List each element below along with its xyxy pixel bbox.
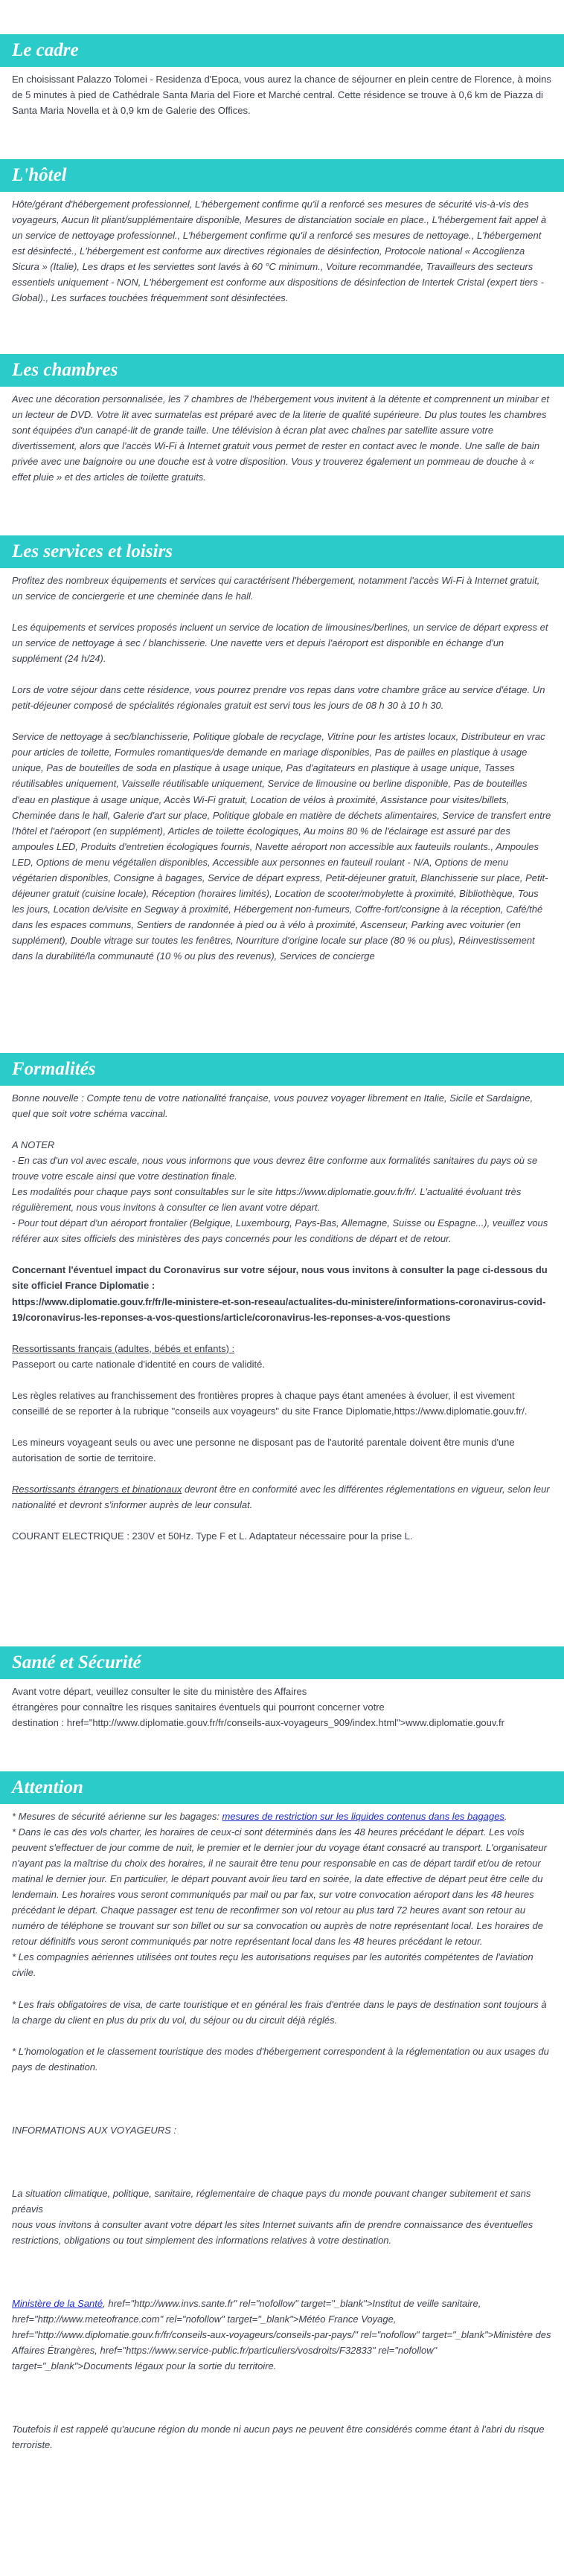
- coronavirus-url: https://www.diplomatie.gouv.fr/fr/le-ministere-et-son-reseau/actualites-du-ministere/informations-coronavirus-covid-19/coronavirus-les-reponses-a-vos-questions/article/coronavirus-les-reponses-a-vos-questions: [12, 1295, 546, 1323]
- formalites-ressortissants-fr: [12, 1341, 552, 1372]
- ressortissants-fr-heading: Ressortissants français (adultes, bébés et enfants) :: [12, 1342, 235, 1354]
- section-body-cadre: [0, 67, 564, 118]
- formalites-mineurs: Les mineurs voyageant seuls ou avec une personne ne disposant pas de l'autorité parentale doivent être munis d'une autorisation de sortie de territoire.: [12, 1436, 515, 1464]
- chambres-text: Avec une décoration personnalisée, les 7 chambres de l'hébergement vous invitent à la détente et comprennent un minibar et un lecteur de DVD. Votre lit avec surmatelas est préparé avec de la literie de qualité supérieure. Du plus toutes les chambres sont équipées d'un canapé-lit de grande taille. Une télévision à écran plat avec chaînes par satellite assure votre divertissement, alors que l'accès Wi-Fi à Internet gratuit vous permet de rester en contact avec le monde. Une salle de bain privée avec une baignoire ou une douche est à votre disposition. Vous y trouverez également un pommeau de douche à « effet pluie » et des articles de toilette gratuits.: [12, 393, 550, 483]
- section-chambres: [0, 354, 564, 500]
- section-body-chambres: [0, 387, 564, 485]
- section-cadre: [0, 34, 564, 134]
- etrangers-heading: Ressortissants étrangers et binationaux: [12, 1483, 182, 1495]
- section-title-hotel: L'hôtel: [0, 159, 564, 192]
- attention-bagages: [12, 1809, 552, 1824]
- section-title-formalites: Formalités: [0, 1053, 564, 1086]
- formalites-intro: Bonne nouvelle : Compte tenu de votre nationalité française, vous pouvez voyager librement en Italie, Sicile et Sardaigne, quel que soit votre schéma vaccinal.: [12, 1092, 533, 1120]
- attention-terrorisme: Toutefois il est rappelé qu'aucune région du monde ni aucun pays ne peuvent être considérés comme étant à l'abri du risque terroriste.: [12, 2424, 545, 2451]
- attention-compagnies: * Les compagnies aériennes utilisées ont toutes reçu les autorisations requises par les autorités compétentes de l'aviation civile.: [12, 1951, 533, 1979]
- attention-vols-charter: * Dans le cas des vols charter, les horaires de ceux-ci sont déterminés dans les 48 heures précédant le départ. Les vols peuvent s'effectuer de jour comme de nuit, le premier et le dernier jour du voyage étant consacré au transport. L'organisateur n'ayant pas la maîtrise du choix des horaires, il ne saurait être tenu pour responsable en cas de départ tardif et/ou de retour matinal le dernier jour. En particulier, le départ pouvant avoir lieu tard en soirée, la date effective de départ peut être celle du lendemain. Les horaires vous seront communiqués par mail ou par fax, sur votre convocation aéroport dans les 48 heures précédant le départ. Chaque passager est tenu de reconfirmer son vol retour au plus tard 72 heures avant son retour au numéro de téléphone se trouvant sur son billet ou sur sa convocation ou auprès de notre représentant local. Les horaires de retour définitifs vous seront communiqués par notre représentant local dans les 48 heures précédant le retour.: [12, 1826, 547, 1948]
- section-formalites: [0, 1053, 564, 1559]
- section-attention: [0, 1771, 564, 2468]
- section-title-chambres: Les chambres: [0, 354, 564, 387]
- formalites-coronavirus: [12, 1262, 552, 1324]
- section-title-sante: Santé et Sécurité: [0, 1646, 564, 1679]
- a-noter-line: A NOTER: [12, 1139, 55, 1151]
- ministere-sante-link[interactable]: Ministère de la Santé: [12, 2297, 103, 2309]
- section-title-cadre: Le cadre: [0, 34, 564, 67]
- bagages-suffix: .: [504, 1811, 507, 1822]
- hotel-text: Hôte/gérant d'hébergement professionnel, L'hébergement confirme qu'il a renforcé ses mesures de sécurité vis-à-vis des voyageurs, Aucun lit pliant/supplémentaire disponible, Mesures de distanciation sociale en place., L'hébergement fait appel à un service de nettoyage professionnel., L'hébergement confirme qu'il a renforcé ses mesures de nettoyage., L'hébergement est désinfecté., L'hébergement est conforme aux directives régionales de désinfection, Protocole national « Accoglienza Sicura » (Italie), Les draps et les serviettes sont lavés à 60 °C minimum., Voiture recommandée, Travailleurs des secteurs essentiels uniquement - NON, L'hébergement est conforme aux dispositions de désinfection de Intertek Cristal (expert tiers - Global)., Les surfaces touchées fréquemment sont désinfectées.: [12, 199, 547, 304]
- services-amenities-list: Service de nettoyage à sec/blanchisserie, Politique globale de recyclage, Vitrine pour les artistes locaux, Distributeur en vrac pour articles de toilette, Formules romantiques/de demande en mariage disponibles, Pas de pailles en plastique à usage unique, Pas de bouteilles de soda en plastique à usage unique, Pas d'agitateurs en plastique à usage unique, Tasses réutilisables uniquement, Vaisselle réutilisable uniquement, Service de limousine ou berline disponible, Pas de bouteilles d'eau en plastique à usage unique, Accès Wi-Fi gratuit, Location de vélos à proximité, Assistance pour visites/billets, Cheminée dans le hall, Galerie d'art sur place, Politique globale en matière de déchets alimentaires, Service de transfert entre l'hôtel et l'aéroport (en supplément), Articles de toilette écologiques, Au moins 80 % de l'éclairage est assuré par des ampoules LED, Produits d'entretien écologiques fournis, Navette aéroport non accessible aux fauteuils roulants., Ampoules LED, Options de menu végétalien disponibles, Accessible aux personnes en fauteuil roulant - N/A, Options de menu végétarien disponibles, Consigne à bagages, Service de départ express, Petit-déjeuner gratuit, Blanchisserie sur place, Petit-déjeuner gratuit (cuisine locale), Réception (horaires limités), Location de scooter/mobylette à proximité, Bibliothèque, Tous les jours, Location de/visite en Segway à proximité, Hébergement non-fumeurs, Coffre-fort/consigne à la réception, Café/thé dans les espaces communs, Sentiers de randonnée à pied ou à vélo à proximité, Ascenseur, Parking avec voiturier (en supplément), Double vitrage sur toutes les fenêtres, Nourriture d'origine locale sur place (80 % ou plus), Réinvestissement dans la durabilité/la communauté (10 % ou plus des revenus), Services de concierge: [12, 731, 551, 962]
- sante-text: Avant votre départ, veuillez consulter le site du ministère des Affaires étrangères pour connaître les risques sanitaires éventuels qui pourront concerner votre destination : href="http://www.diplomatie.gouv.fr/fr/conseils-aux-voyageurs_909/index.html">www.diplomatie.gouv.fr: [12, 1686, 504, 1729]
- bagages-prefix: * Mesures de sécurité aérienne sur les bagages:: [12, 1811, 222, 1822]
- section-body-services: [0, 568, 564, 964]
- services-paragraph: Lors de votre séjour dans cette résidence, vous pourrez prendre vos repas dans votre chambre grâce au service d'étage. Un petit-déjeuner composé de spécialités régionales gratuit est servi tous les jours de 08 h 30 à 10 h 30.: [12, 684, 545, 712]
- attention-homologation: * L'homologation et le classement touristique des modes d'hébergement correspondent à la réglementation ou aux usages du pays de destination.: [12, 2045, 549, 2073]
- section-title-services: Les services et loisirs: [0, 535, 564, 568]
- services-paragraph: Les équipements et services proposés incluent un service de location de limousines/berlines, un service de départ express et un service de nettoyage à sec / blanchisserie. Une navette vers et depuis l'aéroport est disponible en échange d'un supplément (24 h/24).: [12, 622, 548, 665]
- formalites-courant: COURANT ELECTRIQUE : 230V et 50Hz. Type F et L. Adaptateur nécessaire pour la prise L.: [12, 1530, 413, 1542]
- attention-infos-heading: INFORMATIONS AUX VOYAGEURS :: [12, 2124, 177, 2136]
- section-hotel: [0, 159, 564, 321]
- section-body-sante: [0, 1679, 564, 1730]
- formalites-a-noter: [12, 1137, 552, 1246]
- attention-situation: La situation climatique, politique, sanitaire, réglementaire de chaque pays du monde pouvant changer subitement et sans préavis nous vous invitons à consulter avant votre départ les sites Internet suivants afin de prendre connaissance des éventuelles restrictions, obligations ou tout simplement des informations relatives à votre destination.: [12, 2187, 533, 2246]
- ministere-rest: , href="http://www.invs.sante.fr" rel="nofollow" target="_blank">Institut de veille sanitaire, href="http://www.meteofrance.com" rel="nofollow" target="_blank">Météo France Voyage, href="http://www.diplomatie.gouv.fr/fr/conseils-aux-voyageurs/conseils-par-pays/" rel="nofollow" target="_blank">Ministère des Affaires Étrangères, href="https://www.service-public.fr/particuliers/vosdroits/F32833" rel="nofollow" target="_blank">Documents légaux pour la sortie du territoire.: [12, 2297, 551, 2372]
- section-body-formalites: [0, 1086, 564, 1544]
- section-services: [0, 535, 564, 979]
- formalites-etrangers: [12, 1481, 552, 1513]
- a-noter-line: - En cas d'un vol avec escale, nous vous informons que vous devrez être conforme aux formalités sanitaires du pays où se trouve votre escale ainsi que votre destination finale.: [12, 1155, 538, 1182]
- formalites-frontieres: Les règles relatives au franchissement des frontières propres à chaque pays étant amenées à évoluer, il est vivement conseillé de se reporter à la rubrique "conseils aux voyageurs" du site France Diplomatie,https://www.diplomatie.gouv.fr/.: [12, 1389, 528, 1417]
- attention-ministere: [12, 2296, 552, 2374]
- services-paragraph: Profitez des nombreux équipements et services qui caractérisent l'hébergement, notamment l'accès Wi-Fi à Internet gratuit, un service de conciergerie et une cheminée dans le hall.: [12, 575, 540, 602]
- cadre-text: En choisissant Palazzo Tolomei - Residenza d'Epoca, vous aurez la chance de séjourner en plein centre de Florence, à moins de 5 minutes à pied de Cathédrale Santa Maria del Fiore et Marché central. Cette résidence se trouve à 0,6 km de Piazza di Santa Maria Novella et à 0,9 km de Galerie des Offices.: [12, 74, 551, 117]
- section-body-attention: [0, 1804, 564, 2453]
- liquid-restrictions-link[interactable]: mesures de restriction sur les liquides contenus dans les bagages: [222, 1811, 504, 1822]
- attention-frais: * Les frais obligatoires de visa, de carte touristique et en général les frais d'entrée dans le pays de destination sont toujours à la charge du client en plus du prix du vol, du séjour ou du circuit déjà réglés.: [12, 1998, 547, 2026]
- coronavirus-text: Concernant l'éventuel impact du Coronavirus sur votre séjour, nous vous invitons à consulter la page ci-dessous du site officiel France Diplomatie :: [12, 1264, 548, 1292]
- a-noter-line: Les modalités pour chaque pays sont consultables sur le site https://www.diplomatie.gouv.fr/fr/. L'actualité évoluant très régulièrement, nous vous invitons à consulter ce lien avant votre départ.: [12, 1186, 522, 1214]
- a-noter-line: - Pour tout départ d'un aéroport frontalier (Belgique, Luxembourg, Pays-Bas, Allemagne, Suisse ou Espagne...), veuillez vous référer aux sites officiels des ministères des pays concernés pour les conditions de départ et de retour.: [12, 1217, 548, 1245]
- section-body-hotel: [0, 192, 564, 306]
- section-sante: [0, 1646, 564, 1746]
- ressortissants-fr-text: Passeport ou carte nationale d'identité en cours de validité.: [12, 1358, 265, 1370]
- section-title-attention: Attention: [0, 1771, 564, 1804]
- etrangers-text: devront être en conformité avec les différentes réglementations en vigueur, selon leur nationalité et devront s'informer auprès de leur consulat.: [12, 1483, 550, 1510]
